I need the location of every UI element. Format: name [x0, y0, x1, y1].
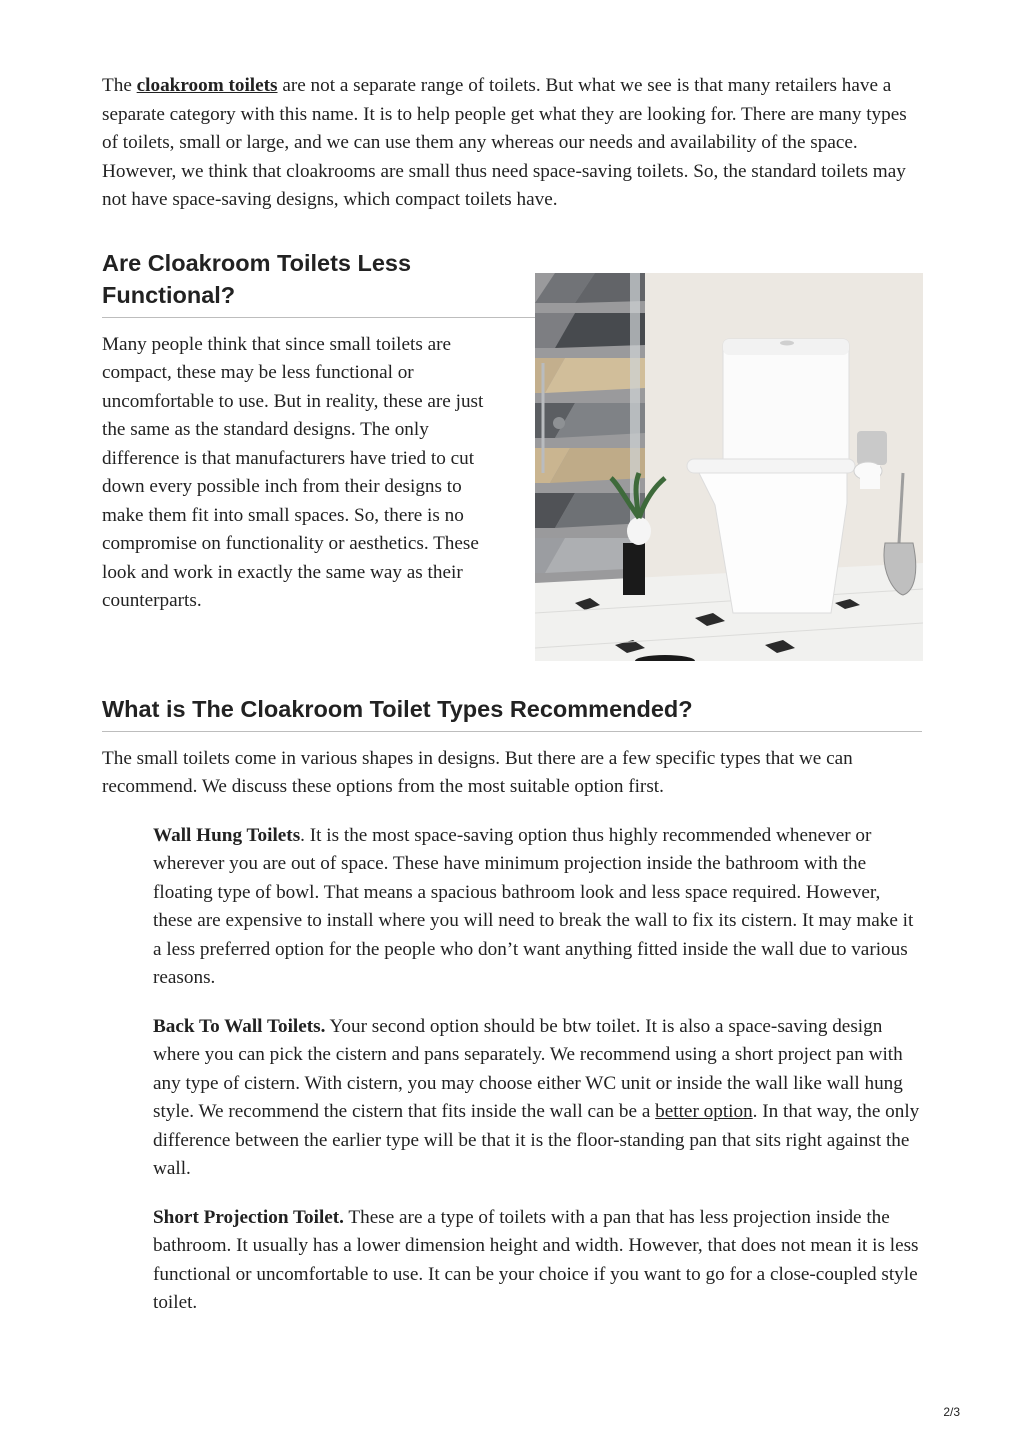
section-less-functional	[102, 247, 922, 661]
section-types-lead: The small toilets come in various shapes in designs. But there are a few specific types that we can recommend. We discuss these options from the most suitable option first.	[102, 747, 853, 797]
cloakroom-toilets-link[interactable]: cloakroom toilets	[136, 75, 278, 96]
page-number: 2/3	[943, 1405, 960, 1419]
section-heading-types: What is The Cloakroom Toilet Types Recommended?	[102, 693, 922, 732]
better-option-link[interactable]: better option	[655, 1101, 753, 1122]
type-title-back-to-wall: Back To Wall Toilets.	[153, 1015, 326, 1037]
intro-paragraph	[102, 72, 914, 215]
section-heading-less-functional: Are Cloakroom Toilets Less Functional?	[102, 247, 535, 318]
toilet-types-list	[153, 822, 921, 1318]
type-item-short-projection	[153, 1204, 921, 1318]
section-body-less-functional: Many people think that since small toilets are compact, these may be less functional or uncomfortable to use. But in reality, these are just the same as the standard designs. The only difference is that manufacturers have tried to cut down every possible inch from their designs to make them fit into small spaces. So, there is no compromise on functionality or aesthetics. These look and work in exactly the same way as their counterparts.	[102, 333, 484, 611]
document-page	[102, 72, 922, 1318]
toilet-photo	[535, 273, 923, 661]
intro-suffix: are not a separate range of toilets. But what we see is that many retailers have a separate category with this name. It is to help people get what they are looking for. There are many types of toilets, small or large, and we can use them any whereas our needs and availability of the space. However, we think that cloakrooms are small thus need space-saving toilets. So, the standard toilets may not have space-saving designs, which compact toilets have.	[102, 75, 907, 210]
type-text-wall-hung: . It is the most space-saving option thus highly recommended whenever or wherever you are out of space. These have minimum projection inside the bathroom with the floating type of bowl. That means a spacious bathroom look and less space required. However, these are expensive to install where you will need to break the wall to fix its cistern. It may make it a less preferred option for the people who don’t want anything fitted inside the wall due to various reasons.	[153, 824, 914, 988]
section-types-recommended	[102, 693, 922, 1318]
type-title-wall-hung: Wall Hung Toilets	[153, 824, 301, 846]
type-item-wall-hung	[153, 822, 921, 993]
section-less-functional-text	[102, 247, 535, 616]
type-title-short-projection: Short Projection Toilet.	[153, 1206, 344, 1228]
type-text-back-to-wall-before: Your second option should be btw toilet. It is also a space-saving design where you can pick the cistern and pans separately. We recommend using a short project pan with any type of cistern. With cistern, you may choose either WC unit or inside the wall like wall hung style. We recommend the cistern that fits inside the wall can be a	[153, 1015, 903, 1122]
type-item-back-to-wall	[153, 1013, 921, 1184]
type-text-back-to-wall-after: . In that way, the only difference between the earlier type will be that it is the floor-standing pan that sits right against the wall.	[153, 1101, 920, 1179]
type-text-short-projection: These are a type of toilets with a pan that has less projection inside the bathroom. It usually has a lower dimension height and width. However, that does not mean it is less functional or uncomfortable to use. It can be your choice if you want to go for a close-coupled style toilet.	[153, 1206, 919, 1313]
intro-prefix: The	[102, 75, 137, 96]
